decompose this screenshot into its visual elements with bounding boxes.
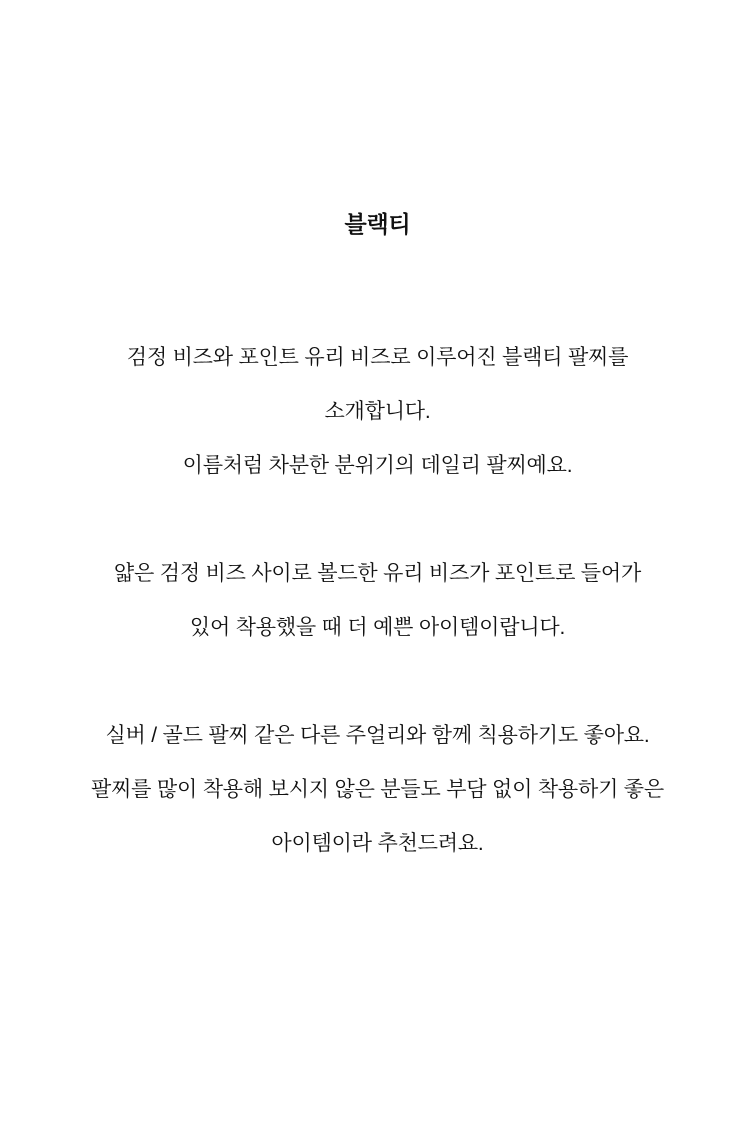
description-line: 이름처럼 차분한 분위기의 데일리 팔찌예요.: [182, 454, 573, 477]
description-line: 소개합니다.: [324, 400, 431, 423]
product-title: 블랙티: [344, 211, 411, 237]
description-paragraph-detail: [0, 547, 755, 655]
description-paragraph-recommendation: [0, 709, 755, 871]
description-line: 실버 / 골드 팔찌 같은 다른 주얼리와 함께 칙용하기도 좋아요.: [105, 724, 650, 747]
description-line: 얇은 검정 비즈 사이로 볼드한 유리 비즈가 포인트로 들어가: [113, 562, 642, 585]
description-line: 아이템이라 추천드려요.: [271, 832, 484, 855]
description-line: 검정 비즈와 포인트 유리 비즈로 이루어진 블랙티 팔찌를: [126, 346, 629, 369]
description-line: 팔찌를 많이 착용해 보시지 않은 분들도 부담 없이 착용하기 좋은: [91, 778, 664, 801]
description-paragraph-intro: [0, 331, 755, 493]
description-line: 있어 착용했을 때 더 예쁜 아이템이랍니다.: [189, 616, 566, 639]
